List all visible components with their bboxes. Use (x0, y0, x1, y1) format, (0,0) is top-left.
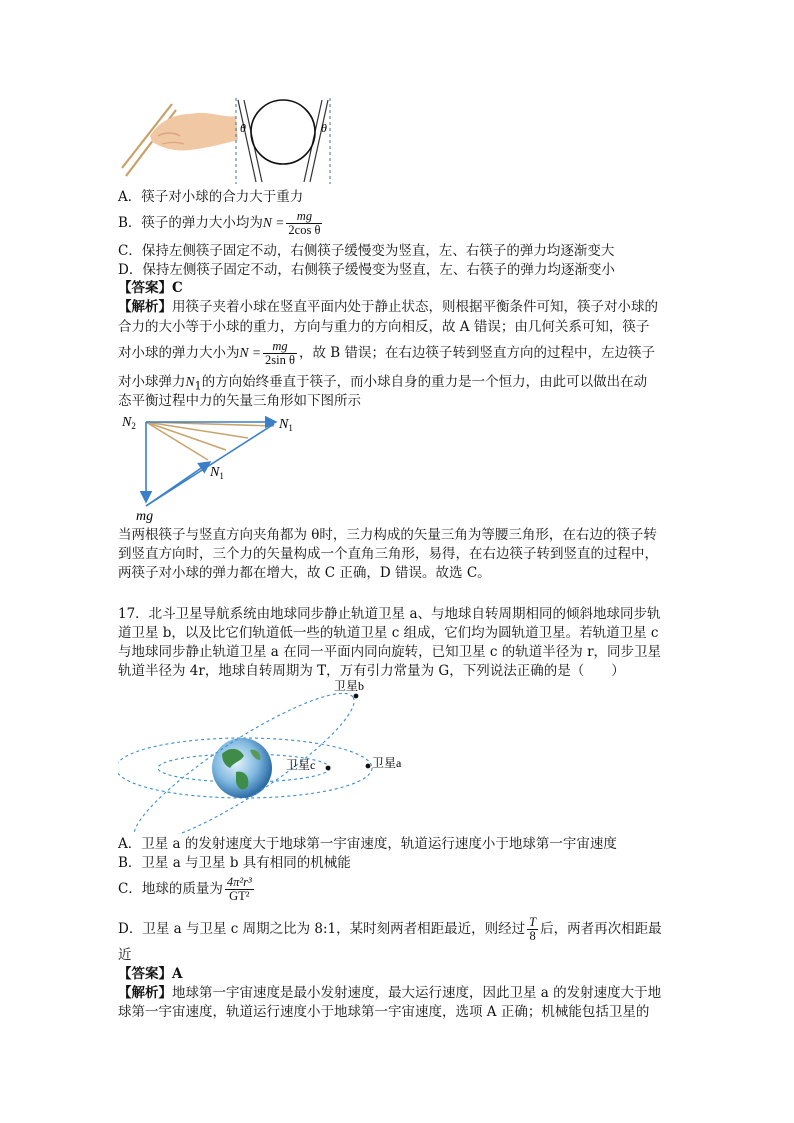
q17-stem-line1: 17．北斗卫星导航系统由地球同步静止轨道卫星 a、与地球自转周期相同的倾斜地球同步轨 (118, 606, 661, 622)
option-d-text-post: 后，两者再次相距最 (540, 921, 662, 937)
analysis-16-line3 (118, 340, 655, 367)
force-symbol: N (185, 374, 195, 389)
analysis-16-line5: 态平衡过程中力的矢量三角形如下图所示 (118, 393, 361, 409)
q17-stem-line2: 道卫星 b，以及比它们轨道低一些的轨道卫星 c 组成，它们均为圆轨道卫星。若轨道卫星 c (118, 625, 659, 641)
satellite-orbit-figure (118, 676, 438, 834)
conclusion-line1: 当两根筷子与竖直方向夹角都为 θ时，三力构成的矢量三角为等腰三角形，在右边的筷子转 (118, 527, 657, 543)
ball-schematic (236, 98, 330, 184)
q17-option-d-line2: 近 (118, 947, 132, 963)
fraction-denominator: 8 (529, 929, 536, 943)
analysis-text: 的方向始终垂直于筷子，而小球自身的重力是一个恒力，由此可以做出在动 (201, 374, 648, 390)
option-b-fraction (286, 210, 322, 237)
satellite-c-label: 卫星c (286, 758, 316, 772)
analysis-16-line1 (118, 298, 658, 317)
q17-stem-line3: 与地球同步静止轨道卫星 a 在同一平面内同向旋转，已知卫星 c 的轨道半径为 r，同步卫星 (118, 644, 662, 660)
fraction-numerator: mg (263, 340, 297, 354)
q17-option-b: B．卫星 a 与卫星 b 具有相同的机械能 (118, 855, 351, 871)
option-a: A．筷子对小球的合力大于重力 (118, 189, 304, 205)
option-b-text: B．筷子的弹力大小均为 (118, 215, 263, 231)
option-d-text: D．卫星 a 与卫星 c 周期之比为 8:1，某时刻两者相距最近，则经过 (118, 921, 526, 937)
analysis-17-line2: 球第一宇宙速度，轨道运行速度小于地球第一宇宙速度，选项 A 正确；机械能包括卫星的 (118, 1004, 650, 1020)
option-d-fraction (527, 916, 538, 943)
answer-17: 【答案】A (118, 966, 183, 982)
analysis-16-line2: 合力的大小等于小球的重力，方向与重力的方向相反，故 A 错误；由几何关系可知，筷子 (118, 319, 650, 335)
option-c-fraction (225, 876, 254, 903)
fraction-numerator: 4π²r³ (226, 875, 252, 889)
q17-option-c (118, 876, 256, 903)
satellite-c-dot (326, 766, 331, 771)
analysis-tag: 【解析】 (118, 985, 172, 1001)
satellite-a-dot (366, 764, 371, 769)
option-d: D．保持左侧筷子固定不动，右侧筷子缓慢变为竖直，左、右筷子的弹力均逐渐变小 (118, 262, 615, 278)
conclusion-line3: 两筷子对小球的弹力都在增大，故 C 正确，D 错误。故选 C。 (118, 565, 491, 581)
analysis-text: 对小球的弹力大小为 (118, 345, 240, 361)
option-c-text: C．地球的质量为 (118, 881, 223, 897)
q17-stem-line4: 轨道半径为 4r，地球自转周期为 T，万有引力常量为 G，下列说法正确的是（ ） (118, 663, 625, 679)
answer-16: 【答案】C (118, 280, 183, 296)
satellite-b-dot (354, 694, 359, 699)
fraction-numerator: T (529, 915, 537, 929)
analysis-formula: N = (239, 345, 261, 360)
analysis-17-line1 (118, 984, 661, 1003)
force-subscript: 1 (194, 379, 202, 393)
analysis-text: 用筷子夹着小球在竖直平面内处于静止状态，则根据平衡条件可知，筷子对小球的 (172, 299, 658, 315)
n1-label-mid: $N_1$ (210, 465, 224, 481)
analysis-tag: 【解析】 (118, 299, 172, 315)
satellite-a-label: 卫星a (372, 756, 402, 770)
satellite-b-label: 卫星b (334, 679, 365, 693)
option-b (118, 210, 324, 237)
fraction-denominator: 2cos θ (288, 223, 321, 237)
analysis-text: 地球第一宇宙速度是最小发射速度，最大运行速度，因此卫星 a 的发射速度大于地 (172, 985, 662, 1001)
q17-option-a: A．卫星 a 的发射速度大于地球第一宇宙速度，轨道运行速度小于地球第一宇宙速度 (118, 836, 617, 852)
option-c: C．保持左侧筷子固定不动，右侧筷子缓慢变为竖直，左、右筷子的弹力均逐渐变大 (118, 243, 615, 259)
n2-label: $N_2$ (122, 415, 136, 431)
n1-label-top: $N_1$ (279, 417, 293, 433)
analysis-text: 对小球弹力 (118, 374, 186, 390)
theta-label-left: θ (240, 121, 246, 135)
conclusion-line2: 到竖直方向时，三个力的矢量构成一个直角三角形，易得，在右边筷子转到竖直的过程中， (118, 546, 658, 562)
mg-label: mg (136, 509, 154, 524)
theta-label-right: θ (321, 121, 327, 135)
fraction-denominator: GT² (229, 889, 250, 903)
chopsticks-figure (118, 96, 348, 186)
fraction-numerator: mg (286, 210, 322, 224)
fraction-denominator: 2sin θ (265, 353, 295, 367)
analysis-fraction (263, 340, 297, 367)
q17-option-d (118, 916, 662, 943)
hand-with-chopsticks-image (122, 104, 238, 176)
force-triangle-diagram (118, 410, 308, 525)
analysis-text: ，故 B 错误；在右边筷子转到竖直方向的过程中，左边筷子 (298, 345, 655, 361)
option-b-formula: N = (262, 215, 285, 230)
